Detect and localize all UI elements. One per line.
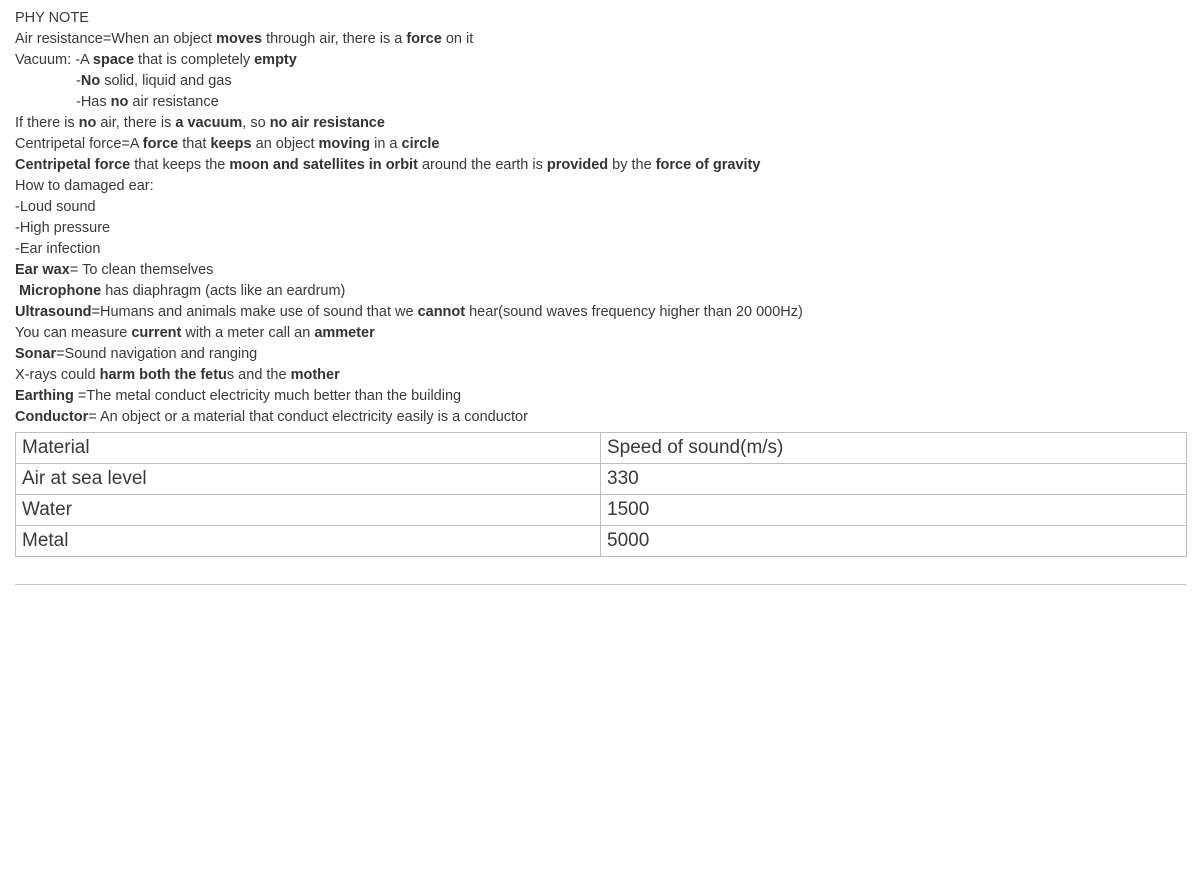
note-line	[15, 197, 1187, 218]
note-line	[15, 302, 1187, 323]
table-cell: Metal	[16, 526, 601, 557]
bold-text: space	[92, 52, 135, 68]
text-segment: air, there is	[96, 115, 176, 131]
text-segment: =Humans and animals make use of sound that we	[91, 304, 418, 320]
text-segment: around the earth is	[417, 157, 547, 173]
bold-text: Centripetal force	[15, 157, 131, 173]
table-row	[16, 464, 1187, 495]
bold-text: empty	[254, 52, 297, 68]
text-segment: has diaphragm (acts like an eardrum)	[101, 283, 346, 299]
bold-text: ammeter	[314, 325, 375, 341]
bold-text: harm both the fetu	[99, 367, 227, 383]
text-segment: by the	[608, 157, 656, 173]
text-segment: in a	[370, 136, 402, 152]
bold-text: moves	[216, 31, 263, 47]
bold-text: No	[80, 73, 101, 89]
bold-text: force	[142, 136, 179, 152]
text-segment: s and the	[226, 367, 291, 383]
note-line	[15, 365, 1187, 386]
note-lines	[15, 29, 1187, 428]
text-segment: -High pressure	[15, 220, 111, 236]
bold-text: a vacuum	[175, 115, 243, 131]
bold-text: keeps	[210, 136, 252, 152]
bold-text: Sonar	[15, 346, 57, 362]
text-segment: an object	[251, 136, 319, 152]
bold-text: force of gravity	[655, 157, 761, 173]
table-row	[16, 526, 1187, 557]
bold-text: provided	[546, 157, 609, 173]
bold-text: no air resistance	[269, 115, 385, 131]
bold-text: current	[131, 325, 182, 341]
text-segment: =Sound navigation and ranging	[56, 346, 258, 362]
text-segment: with a meter call an	[181, 325, 315, 341]
text-segment: through air, there is a	[262, 31, 407, 47]
note-line	[15, 29, 1187, 50]
note-line	[15, 407, 1187, 428]
text-segment: -Loud sound	[15, 199, 96, 215]
note-body	[15, 8, 1187, 557]
bold-text: Conductor	[15, 409, 89, 425]
bold-text: Microphone	[19, 283, 102, 299]
note-line	[15, 344, 1187, 365]
text-segment: If there is	[15, 115, 79, 131]
note-line	[15, 386, 1187, 407]
bold-text: no	[78, 115, 97, 131]
bold-text: Ear wax	[15, 262, 70, 278]
bold-text: moving	[318, 136, 371, 152]
text-segment: , so	[242, 115, 270, 131]
text-segment: X-rays could	[15, 367, 100, 383]
note-line	[15, 176, 1187, 197]
note-line	[15, 71, 1187, 92]
bold-text: mother	[290, 367, 340, 383]
note-line	[15, 92, 1187, 113]
text-segment: -	[76, 73, 81, 89]
text-segment: that keeps the	[130, 157, 230, 173]
text-segment: air resistance	[128, 94, 219, 110]
note-title: PHY NOTE	[15, 10, 89, 26]
speed-of-sound-table	[15, 432, 1187, 557]
table-cell: 5000	[601, 526, 1187, 557]
text-segment: hear(sound waves frequency higher than 20 000Hz)	[465, 304, 803, 320]
bold-text: moon and satellites in orbit	[229, 157, 418, 173]
table-cell: 1500	[601, 495, 1187, 526]
note-line	[15, 323, 1187, 344]
text-segment: that	[178, 136, 211, 152]
text-segment: =The metal conduct electricity much better than the building	[73, 388, 462, 404]
note-line	[15, 260, 1187, 281]
text-segment: You can measure	[15, 325, 132, 341]
text-segment: = To clean themselves	[69, 262, 214, 278]
bold-text: Earthing	[15, 388, 74, 404]
note-line	[15, 281, 1187, 302]
text-segment: How to damaged ear:	[15, 178, 154, 194]
note-line	[15, 218, 1187, 239]
table-cell: Air at sea level	[16, 464, 601, 495]
text-segment: -Has	[76, 94, 111, 110]
text-segment: -Ear infection	[15, 241, 101, 257]
text-segment: = An object or a material that conduct electricity easily is a conductor	[88, 409, 528, 425]
table-header-cell: Material	[16, 433, 601, 464]
note-line	[15, 50, 1187, 71]
horizontal-divider	[15, 584, 1186, 585]
table-row	[16, 495, 1187, 526]
note-line	[15, 155, 1187, 176]
table-header-row	[16, 433, 1187, 464]
text-segment: solid, liquid and gas	[100, 73, 232, 89]
bold-text: Ultrasound	[15, 304, 92, 320]
text-segment: Vacuum: -A	[15, 52, 93, 68]
table-cell: Water	[16, 495, 601, 526]
note-line	[15, 113, 1187, 134]
note-line	[15, 134, 1187, 155]
bold-text: circle	[401, 136, 440, 152]
bold-text: no	[110, 94, 129, 110]
text-segment: Centripetal force=A	[15, 136, 143, 152]
text-segment: Air resistance=When an object	[15, 31, 217, 47]
bold-text: cannot	[417, 304, 466, 320]
note-line	[15, 239, 1187, 260]
bold-text: force	[406, 31, 442, 47]
table-cell: 330	[601, 464, 1187, 495]
table-header-cell: Speed of sound(m/s)	[601, 433, 1187, 464]
text-segment: on it	[441, 31, 474, 47]
text-segment: that is completely	[134, 52, 255, 68]
